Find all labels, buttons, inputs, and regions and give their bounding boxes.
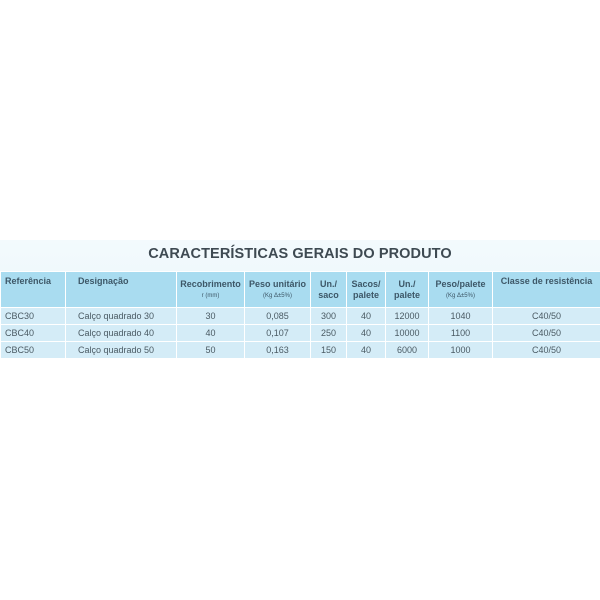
cell-bags-per-pallet: 40 xyxy=(347,325,386,342)
header-designation: Designação xyxy=(66,272,177,308)
cell-reference: CBC30 xyxy=(1,308,66,325)
table-row xyxy=(1,342,600,359)
cell-coverage: 40 xyxy=(177,325,245,342)
cell-designation: Calço quadrado 50 xyxy=(66,342,177,359)
cell-resistance-class: C40/50 xyxy=(493,308,600,325)
cell-units-per-pallet: 12000 xyxy=(386,308,429,325)
cell-units-per-bag: 250 xyxy=(311,325,347,342)
cell-pallet-weight: 1100 xyxy=(429,325,493,342)
header-pallet-weight: Peso/palete (Kg Δ±5%) xyxy=(429,272,493,308)
cell-unit-weight: 0,163 xyxy=(245,342,311,359)
cell-coverage: 30 xyxy=(177,308,245,325)
table-title: CARACTERÍSTICAS GERAIS DO PRODUTO xyxy=(148,246,452,262)
cell-resistance-class: C40/50 xyxy=(493,342,600,359)
cell-coverage: 50 xyxy=(177,342,245,359)
cell-units-per-pallet: 10000 xyxy=(386,325,429,342)
cell-bags-per-pallet: 40 xyxy=(347,308,386,325)
cell-designation: Calço quadrado 30 xyxy=(66,308,177,325)
cell-units-per-bag: 300 xyxy=(311,308,347,325)
cell-pallet-weight: 1040 xyxy=(429,308,493,325)
cell-reference: CBC40 xyxy=(1,325,66,342)
header-bags-per-pallet: Sacos/ palete xyxy=(347,272,386,308)
header-coverage: Recobrimento r (mm) xyxy=(177,272,245,308)
table-row xyxy=(1,308,600,325)
cell-units-per-pallet: 6000 xyxy=(386,342,429,359)
header-units-per-bag: Un./ saco xyxy=(311,272,347,308)
cell-bags-per-pallet: 40 xyxy=(347,342,386,359)
header-units-per-pallet: Un./ palete xyxy=(386,272,429,308)
header-reference: Referência xyxy=(1,272,66,308)
cell-resistance-class: C40/50 xyxy=(493,325,600,342)
cell-pallet-weight: 1000 xyxy=(429,342,493,359)
header-unit-weight: Peso unitário (Kg Δ±5%) xyxy=(245,272,311,308)
product-characteristics-table xyxy=(0,271,600,359)
header-resistance-class: Classe de resistência xyxy=(493,272,600,308)
table-row xyxy=(1,325,600,342)
cell-designation: Calço quadrado 40 xyxy=(66,325,177,342)
header-row xyxy=(1,272,600,308)
cell-reference: CBC50 xyxy=(1,342,66,359)
cell-unit-weight: 0,085 xyxy=(245,308,311,325)
cell-unit-weight: 0,107 xyxy=(245,325,311,342)
cell-units-per-bag: 150 xyxy=(311,342,347,359)
